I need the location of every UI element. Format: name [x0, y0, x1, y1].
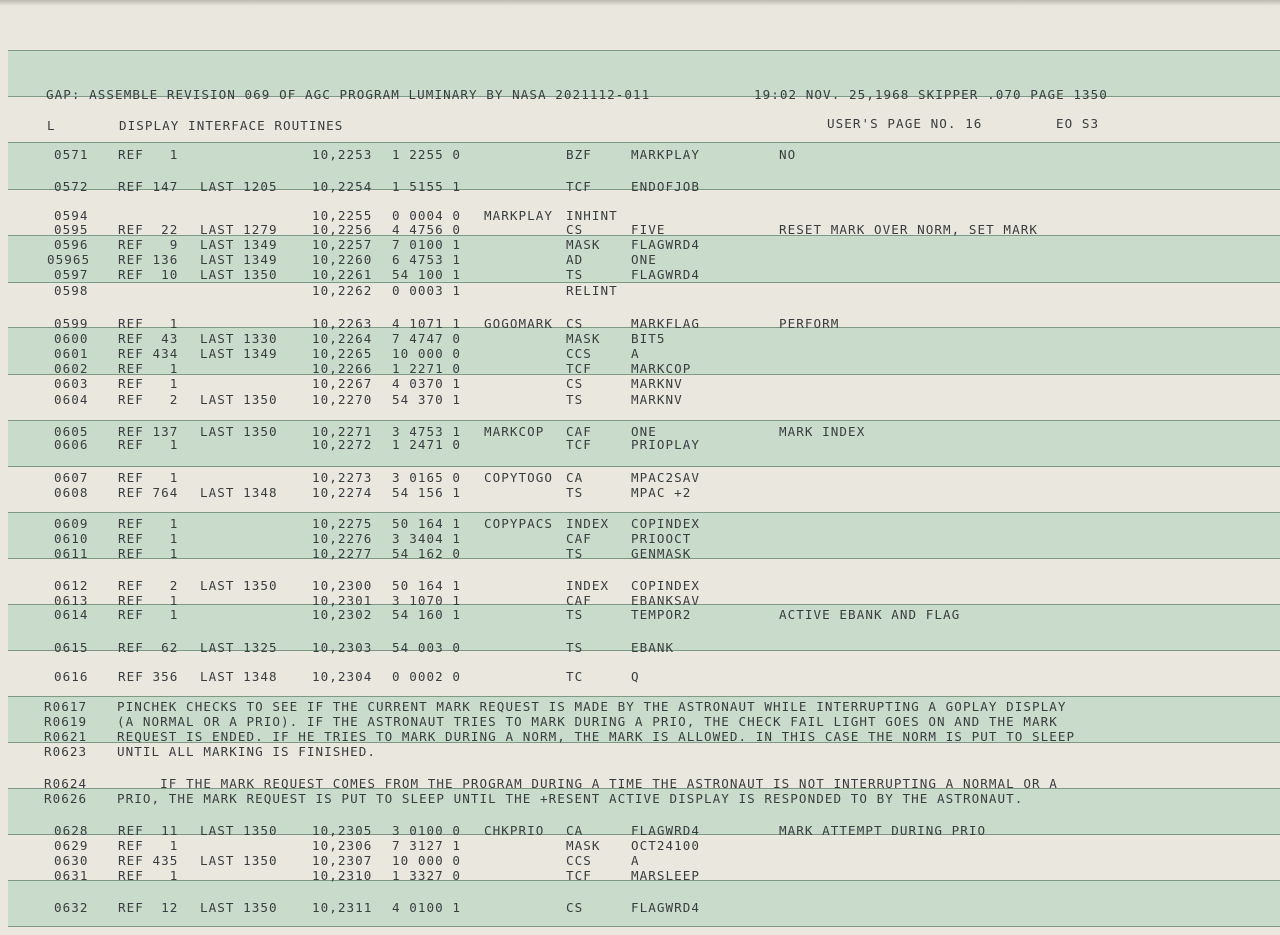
address: 10,2274: [312, 485, 373, 500]
last-ref: LAST 1349: [200, 252, 278, 267]
opcode: CAF: [566, 531, 592, 546]
opcode: INDEX: [566, 516, 610, 531]
operand: GENMASK: [631, 546, 692, 561]
machine-code: 7 4747 0: [392, 331, 462, 346]
opcode: TC: [566, 669, 584, 684]
band-rule: [8, 50, 1280, 51]
opcode: RELINT: [566, 283, 618, 298]
remark-line-number: R0623: [44, 744, 88, 759]
line-number: 0628: [54, 823, 89, 838]
line-number: 0611: [54, 546, 89, 561]
last-ref: LAST 1330: [200, 331, 278, 346]
operand: FLAGWRD4: [631, 823, 701, 838]
machine-code: 54 370 1: [392, 392, 462, 407]
address: 10,2272: [312, 437, 373, 452]
operand: MARKNV: [631, 392, 683, 407]
last-ref: LAST 1348: [200, 485, 278, 500]
line-number: 0594: [54, 208, 89, 223]
ref-count: REF 1: [118, 316, 179, 331]
line-number: 0601: [54, 346, 89, 361]
operand: ONE: [631, 424, 657, 439]
remark-line-number: R0619: [44, 714, 88, 729]
machine-code: 3 1070 1: [392, 593, 462, 608]
address: 10,2304: [312, 669, 373, 684]
opcode: AD: [566, 252, 584, 267]
line-number: 0598: [54, 283, 89, 298]
operand: PRIOOCT: [631, 531, 692, 546]
page-top-edge: [0, 0, 1280, 6]
ref-count: REF 22: [118, 222, 179, 237]
machine-code: 7 0100 1: [392, 237, 462, 252]
machine-code: 54 003 0: [392, 640, 462, 655]
machine-code: 3 0100 0: [392, 823, 462, 838]
line-number: 0632: [54, 900, 89, 915]
band-rule: [8, 282, 1280, 283]
opcode: TS: [566, 267, 584, 282]
machine-code: 50 164 1: [392, 516, 462, 531]
comment: RESET MARK OVER NORM, SET MARK: [779, 222, 1038, 237]
address: 10,2262: [312, 283, 373, 298]
address: 10,2273: [312, 470, 373, 485]
address: 10,2263: [312, 316, 373, 331]
opcode: CAF: [566, 424, 592, 439]
machine-code: 1 3327 0: [392, 868, 462, 883]
label: CHKPRIO: [484, 823, 545, 838]
address: 10,2311: [312, 900, 373, 915]
remark-text: IF THE MARK REQUEST COMES FROM THE PROGRAM DURING A TIME THE ASTRONAUT IS NOT INTERRUPTING A NORMAL OR A: [117, 776, 1058, 791]
machine-code: 1 2255 0: [392, 147, 462, 162]
address: 10,2254: [312, 179, 373, 194]
machine-code: 4 4756 0: [392, 222, 462, 237]
last-ref: LAST 1325: [200, 640, 278, 655]
band-rule: [8, 466, 1280, 467]
address: 10,2307: [312, 853, 373, 868]
band-rule: [8, 926, 1280, 927]
comment: NO: [779, 147, 797, 162]
address: 10,2257: [312, 237, 373, 252]
address: 10,2300: [312, 578, 373, 593]
machine-code: 50 164 1: [392, 578, 462, 593]
operand: FIVE: [631, 222, 666, 237]
ref-count: REF 1: [118, 546, 179, 561]
line-number: 0596: [54, 237, 89, 252]
operand: Q: [631, 669, 640, 684]
opcode: INHINT: [566, 208, 618, 223]
opcode: CS: [566, 900, 584, 915]
address: 10,2260: [312, 252, 373, 267]
machine-code: 1 5155 1: [392, 179, 462, 194]
remark-text: REQUEST IS ENDED. IF HE TRIES TO MARK DURING A NORM, THE MARK IS ALLOWED. IN THIS CASE THE NORM IS PUT TO SLEEP: [117, 729, 1076, 744]
last-ref: LAST 1350: [200, 392, 278, 407]
line-number: 0631: [54, 868, 89, 883]
address: 10,2253: [312, 147, 373, 162]
ref-count: REF 1: [118, 376, 179, 391]
ref-count: REF 764: [118, 485, 179, 500]
ref-count: REF 1: [118, 516, 179, 531]
machine-code: 4 1071 1: [392, 316, 462, 331]
machine-code: 54 160 1: [392, 607, 462, 622]
opcode: TS: [566, 546, 584, 561]
comment: MARK ATTEMPT DURING PRIO: [779, 823, 987, 838]
band-rule: [8, 512, 1280, 513]
ref-count: REF 1: [118, 147, 179, 162]
machine-code: 7 3127 1: [392, 838, 462, 853]
operand: MARSLEEP: [631, 868, 701, 883]
address: 10,2305: [312, 823, 373, 838]
ref-count: REF 10: [118, 267, 179, 282]
label: MARKPLAY: [484, 208, 554, 223]
comment: PERFORM: [779, 316, 840, 331]
remark-line-number: R0624: [44, 776, 88, 791]
last-ref: LAST 1348: [200, 669, 278, 684]
ref-count: REF 12: [118, 900, 179, 915]
operand: ENDOFJOB: [631, 179, 701, 194]
operand: MARKCOP: [631, 361, 692, 376]
line-number: 0608: [54, 485, 89, 500]
last-ref: LAST 1349: [200, 237, 278, 252]
label: GOGOMARK: [484, 316, 554, 331]
last-ref: LAST 1350: [200, 823, 278, 838]
address: 10,2302: [312, 607, 373, 622]
operand: A: [631, 853, 640, 868]
address: 10,2271: [312, 424, 373, 439]
opcode: CCS: [566, 346, 592, 361]
machine-code: 1 2471 0: [392, 437, 462, 452]
machine-code: 10 000 0: [392, 853, 462, 868]
last-ref: LAST 1205: [200, 179, 278, 194]
remark-line-number: R0626: [44, 791, 88, 806]
address: 10,2275: [312, 516, 373, 531]
address: 10,2276: [312, 531, 373, 546]
opcode: TS: [566, 640, 584, 655]
address: 10,2301: [312, 593, 373, 608]
ref-count: REF 1: [118, 593, 179, 608]
line-number: 0630: [54, 853, 89, 868]
ref-count: REF 62: [118, 640, 179, 655]
address: 10,2265: [312, 346, 373, 361]
opcode: MASK: [566, 237, 601, 252]
listing-title: GAP: ASSEMBLE REVISION 069 OF AGC PROGRAM LUMINARY BY NASA 2021112-011: [46, 87, 651, 102]
opcode: BZF: [566, 147, 592, 162]
line-number: 0604: [54, 392, 89, 407]
machine-code: 3 0165 0: [392, 470, 462, 485]
line-number: 0602: [54, 361, 89, 376]
ref-count: REF 137: [118, 424, 179, 439]
opcode: CA: [566, 470, 584, 485]
machine-code: 54 156 1: [392, 485, 462, 500]
last-ref: LAST 1350: [200, 853, 278, 868]
operand: MPAC2SAV: [631, 470, 701, 485]
remark-text: PINCHEK CHECKS TO SEE IF THE CURRENT MARK REQUEST IS MADE BY THE ASTRONAUT WHILE INTERRUPTING A GOPLAY DISPLAY: [117, 699, 1067, 714]
address: 10,2256: [312, 222, 373, 237]
opcode: MASK: [566, 838, 601, 853]
machine-code: 0 0003 1: [392, 283, 462, 298]
line-number: 0609: [54, 516, 89, 531]
operand: EBANKSAV: [631, 593, 701, 608]
ref-count: REF 2: [118, 578, 179, 593]
ref-count: REF 11: [118, 823, 179, 838]
address: 10,2303: [312, 640, 373, 655]
machine-code: 54 100 1: [392, 267, 462, 282]
last-ref: LAST 1350: [200, 267, 278, 282]
operand: MPAC +2: [631, 485, 692, 500]
address: 10,2310: [312, 868, 373, 883]
operand: FLAGWRD4: [631, 900, 701, 915]
page-code: L: [47, 118, 56, 133]
line-number: 0597: [54, 267, 89, 282]
address: 10,2306: [312, 838, 373, 853]
ref-count: REF 1: [118, 437, 179, 452]
line-number: 0614: [54, 607, 89, 622]
ref-count: REF 1: [118, 470, 179, 485]
operand: ONE: [631, 252, 657, 267]
opcode: CS: [566, 222, 584, 237]
operand: OCT24100: [631, 838, 701, 853]
section-title: DISPLAY INTERFACE ROUTINES: [119, 118, 344, 133]
line-number: 05965: [47, 252, 91, 267]
line-number: 0606: [54, 437, 89, 452]
line-number: 0595: [54, 222, 89, 237]
line-number: 0605: [54, 424, 89, 439]
opcode: CS: [566, 316, 584, 331]
band-rule: [8, 420, 1280, 421]
opcode: TS: [566, 607, 584, 622]
ref-count: REF 1: [118, 838, 179, 853]
ref-count: REF 435: [118, 853, 179, 868]
opcode: CS: [566, 376, 584, 391]
ref-count: REF 147: [118, 179, 179, 194]
opcode: CCS: [566, 853, 592, 868]
machine-code: 4 0100 1: [392, 900, 462, 915]
line-number: 0616: [54, 669, 89, 684]
machine-code: 6 4753 1: [392, 252, 462, 267]
address: 10,2264: [312, 331, 373, 346]
operand: A: [631, 346, 640, 361]
eo-code: EO S3: [1056, 116, 1100, 131]
machine-code: 3 4753 1: [392, 424, 462, 439]
operand: COPINDEX: [631, 578, 701, 593]
address: 10,2255: [312, 208, 373, 223]
address: 10,2266: [312, 361, 373, 376]
opcode: TCF: [566, 868, 592, 883]
opcode: MASK: [566, 331, 601, 346]
remark-text: UNTIL ALL MARKING IS FINISHED.: [117, 744, 376, 759]
label: MARKCOP: [484, 424, 545, 439]
ref-count: REF 1: [118, 868, 179, 883]
ref-count: REF 1: [118, 531, 179, 546]
user-page-number: USER'S PAGE NO. 16: [827, 116, 983, 131]
machine-code: 54 162 0: [392, 546, 462, 561]
line-number: 0612: [54, 578, 89, 593]
line-number: 0600: [54, 331, 89, 346]
band-rule: [8, 696, 1280, 697]
opcode: TCF: [566, 179, 592, 194]
line-number: 0610: [54, 531, 89, 546]
machine-code: 4 0370 1: [392, 376, 462, 391]
comment: MARK INDEX: [779, 424, 866, 439]
last-ref: LAST 1349: [200, 346, 278, 361]
opcode: TS: [566, 392, 584, 407]
line-number: 0629: [54, 838, 89, 853]
ref-count: REF 1: [118, 607, 179, 622]
last-ref: LAST 1350: [200, 424, 278, 439]
remark-text: PRIO, THE MARK REQUEST IS PUT TO SLEEP UNTIL THE +RESENT ACTIVE DISPLAY IS RESPONDED TO BY THE ASTRONAUT.: [117, 791, 1024, 806]
ref-count: REF 136: [118, 252, 179, 267]
line-number: 0599: [54, 316, 89, 331]
operand: COPINDEX: [631, 516, 701, 531]
label: COPYTOGO: [484, 470, 554, 485]
machine-code: 1 2271 0: [392, 361, 462, 376]
remark-line-number: R0621: [44, 729, 88, 744]
operand: PRIOPLAY: [631, 437, 701, 452]
last-ref: LAST 1350: [200, 900, 278, 915]
operand: MARKNV: [631, 376, 683, 391]
line-number: 0571: [54, 147, 89, 162]
operand: TEMPOR2: [631, 607, 692, 622]
opcode: TCF: [566, 361, 592, 376]
opcode: CA: [566, 823, 584, 838]
ref-count: REF 434: [118, 346, 179, 361]
line-number: 0615: [54, 640, 89, 655]
machine-code: 0 0002 0: [392, 669, 462, 684]
machine-code: 3 3404 1: [392, 531, 462, 546]
ref-count: REF 43: [118, 331, 179, 346]
address: 10,2277: [312, 546, 373, 561]
operand: EBANK: [631, 640, 675, 655]
remark-text: (A NORMAL OR A PRIO). IF THE ASTRONAUT TRIES TO MARK DURING A PRIO, THE CHECK FAIL LIGHT GOES ON AND THE MARK: [117, 714, 1058, 729]
address: 10,2270: [312, 392, 373, 407]
ref-count: REF 2: [118, 392, 179, 407]
machine-code: 0 0004 0: [392, 208, 462, 223]
ref-count: REF 9: [118, 237, 179, 252]
operand: FLAGWRD4: [631, 237, 701, 252]
operand: MARKFLAG: [631, 316, 701, 331]
operand: MARKPLAY: [631, 147, 701, 162]
ref-count: REF 356: [118, 669, 179, 684]
opcode: TS: [566, 485, 584, 500]
ref-count: REF 1: [118, 361, 179, 376]
line-number: 0607: [54, 470, 89, 485]
last-ref: LAST 1279: [200, 222, 278, 237]
line-number: 0613: [54, 593, 89, 608]
listing-timestamp: 19:02 NOV. 25,1968 SKIPPER .070 PAGE 1350: [754, 87, 1108, 102]
line-number: 0603: [54, 376, 89, 391]
label: COPYPACS: [484, 516, 554, 531]
address: 10,2267: [312, 376, 373, 391]
band-rule: [8, 142, 1280, 143]
comment: ACTIVE EBANK AND FLAG: [779, 607, 961, 622]
line-number: 0572: [54, 179, 89, 194]
opcode: TCF: [566, 437, 592, 452]
machine-code: 10 000 0: [392, 346, 462, 361]
opcode: INDEX: [566, 578, 610, 593]
last-ref: LAST 1350: [200, 578, 278, 593]
opcode: CAF: [566, 593, 592, 608]
operand: FLAGWRD4: [631, 267, 701, 282]
remark-line-number: R0617: [44, 699, 88, 714]
address: 10,2261: [312, 267, 373, 282]
operand: BIT5: [631, 331, 666, 346]
